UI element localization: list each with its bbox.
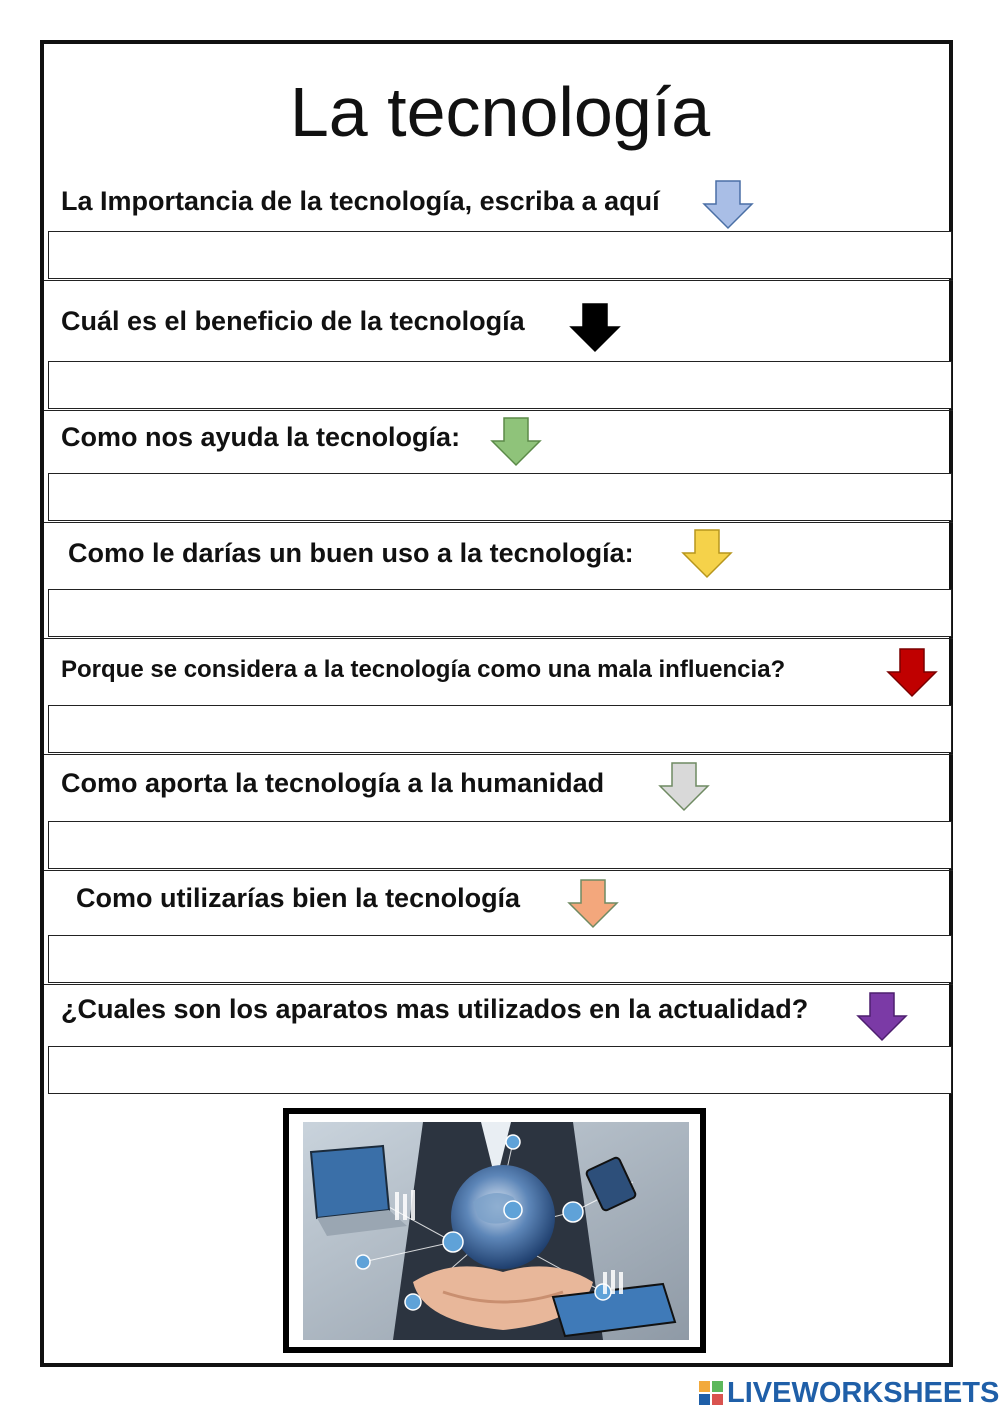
question-3: Como nos ayuda la tecnología:	[61, 422, 461, 452]
question-1: La Importancia de la tecnología, escriba a aquí	[61, 186, 660, 216]
question-7: Como utilizarías bien la tecnología	[76, 883, 521, 913]
arrow-down-icon	[702, 180, 754, 230]
arrow-down-icon	[681, 529, 733, 579]
arrow-down-icon	[658, 762, 710, 812]
answer-field-7[interactable]	[48, 935, 952, 983]
answer-field-6[interactable]	[48, 821, 952, 869]
arrow-down-icon	[886, 648, 938, 698]
brand-text: LIVEWORKSHEETS	[727, 1377, 1000, 1409]
question-2: Cuál es el beneficio de la tecnología	[61, 306, 525, 336]
answer-field-8[interactable]	[48, 1046, 952, 1094]
row-divider	[44, 410, 953, 411]
row-divider	[44, 280, 953, 281]
question-5: Porque se considera a la tecnología como una mala influencia?	[61, 656, 786, 683]
row-divider	[44, 522, 953, 523]
arrow-down-icon	[567, 879, 619, 929]
liveworksheets-logo-icon	[698, 1380, 724, 1406]
row-divider	[44, 638, 953, 639]
row-divider	[44, 984, 953, 985]
technology-hands-globe-image	[303, 1122, 689, 1340]
answer-field-4[interactable]	[48, 589, 952, 637]
liveworksheets-brand	[698, 1378, 999, 1408]
arrow-down-icon	[856, 992, 908, 1042]
question-6: Como aporta la tecnología a la humanidad	[61, 768, 605, 798]
question-8: ¿Cuales son los aparatos mas utilizados en la actualidad?	[61, 994, 809, 1024]
page-title: La tecnología	[289, 73, 711, 151]
answer-field-1[interactable]	[48, 231, 952, 279]
arrow-down-icon	[490, 417, 542, 467]
row-divider	[44, 754, 953, 755]
answer-field-2[interactable]	[48, 361, 952, 409]
answer-field-3[interactable]	[48, 473, 952, 521]
technology-photo-frame	[283, 1108, 706, 1353]
row-divider	[44, 870, 953, 871]
arrow-down-icon	[569, 303, 621, 353]
answer-field-5[interactable]	[48, 705, 952, 753]
question-4: Como le darías un buen uso a la tecnología:	[68, 538, 634, 568]
